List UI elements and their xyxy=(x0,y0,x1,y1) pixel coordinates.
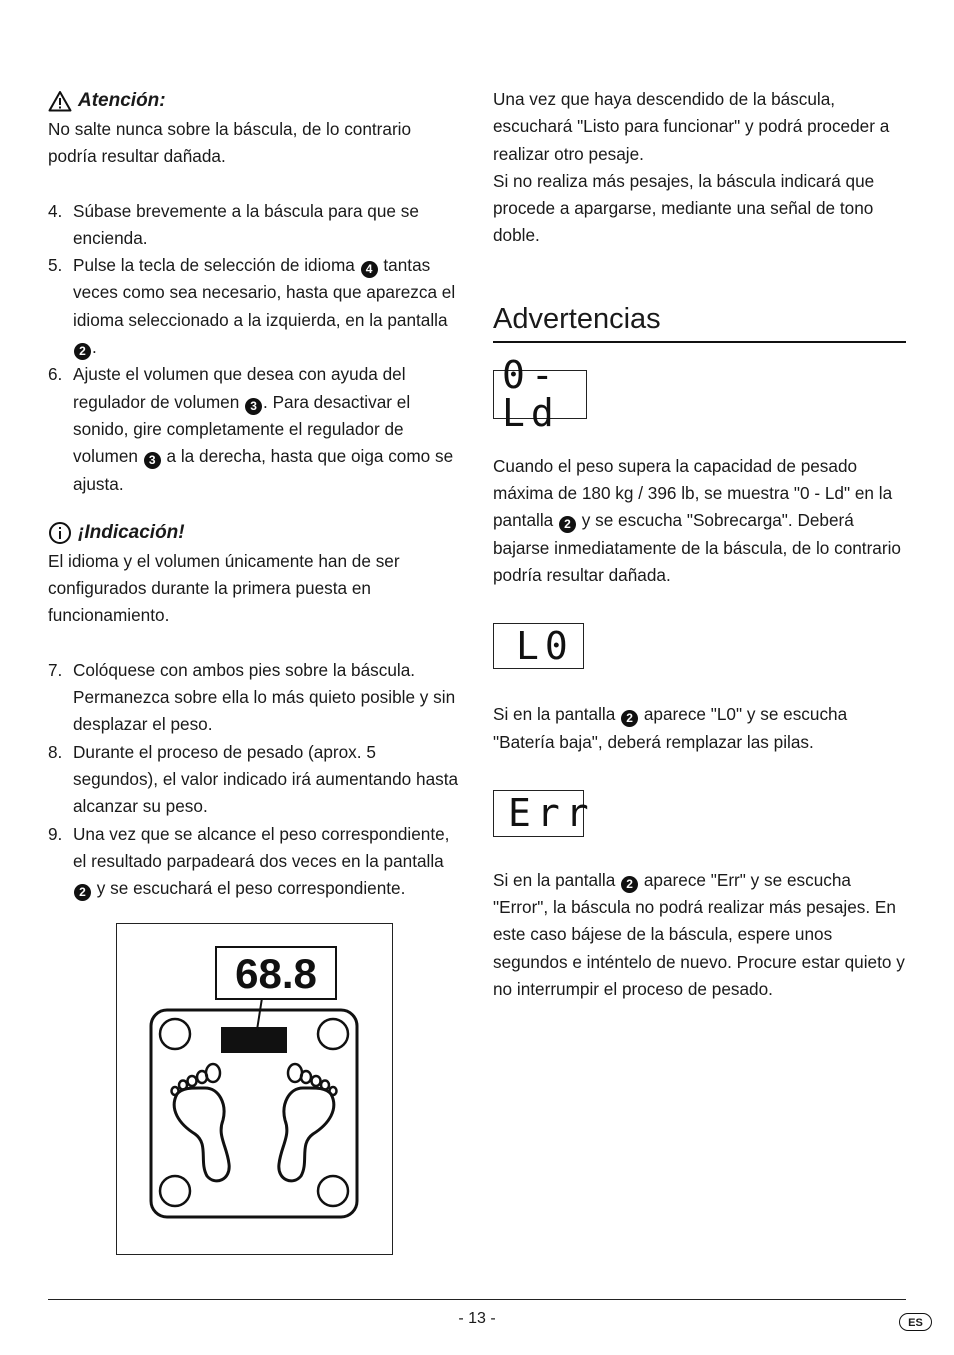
list-item: 7. Colóquese con ambos pies sobre la báscula. Permanezca sobre ella lo más quieto posible y sin desplazar el peso. xyxy=(48,659,456,735)
callout-number-icon: 3 xyxy=(245,398,262,415)
right-column xyxy=(493,86,906,1003)
list-item: 6. Ajuste el volumen que desea con ayuda del regulador de volumen 3 . Para desactivar el sonido, gire completamente el regulador de volumen 3 a la derecha, hasta que oiga como se ajusta. xyxy=(48,364,454,494)
steps-list-b xyxy=(48,657,460,903)
callout-number-icon: 2 xyxy=(559,516,576,533)
lcd-low-battery-display: L0 xyxy=(493,623,584,669)
info-circle-icon xyxy=(48,521,72,545)
callout-number-icon: 2 xyxy=(74,884,91,901)
footer-divider xyxy=(48,1299,906,1300)
callout-number-icon: 2 xyxy=(74,343,91,360)
attention-title: Atención: xyxy=(78,90,166,111)
warning-triangle-icon xyxy=(48,90,72,112)
left-column xyxy=(48,86,460,902)
callout-number-icon: 2 xyxy=(621,710,638,727)
warning-low-battery-text: Si en la pantalla 2 aparece "L0" y se escucha "Batería baja", deberá remplazar las pilas. xyxy=(493,704,848,752)
intro-text-1: Una vez que haya descendido de la báscula, escuchará "Listo para funcionar" y podrá proceder a realizar otro pesaje. xyxy=(493,89,890,164)
lcd-error-display: Err xyxy=(493,790,584,837)
language-badge: ES xyxy=(899,1313,932,1331)
section-heading: Advertencias xyxy=(493,301,906,343)
figure-weight-value: 68.8 xyxy=(235,950,317,997)
callout-number-icon: 4 xyxy=(361,261,378,278)
attention-heading xyxy=(48,86,460,116)
note-heading xyxy=(48,518,460,548)
list-item: 8. Durante el proceso de pesado (aprox. 5 segundos), el valor indicado irá aumentando hasta alcanzar su peso. xyxy=(48,741,459,817)
intro-text-2: Si no realiza más pesajes, la báscula indicará que procede a apargarse, mediante una señal de tono doble. xyxy=(493,170,875,246)
callout-number-icon: 2 xyxy=(621,876,638,893)
list-item: 9. Una vez que se alcance el peso correspondiente, el resultado parpadeará dos veces en la pantalla 2 y se escuchará el peso correspondiente. xyxy=(48,823,450,900)
page-number: - 13 - xyxy=(458,1310,496,1327)
warning-overload-text: Cuando el peso supera la capacidad de pesado máxima de 180 kg / 396 lb, se muestra "0 - Ld" en la pantalla 2 y se escucha "Sobrecarga". Deberá bajarse inmediatamente de la báscula, de lo contrario podría resultar dañada. xyxy=(493,455,901,585)
list-item: 4. Súbase brevemente a la báscula para que se encienda. xyxy=(48,200,419,248)
callout-number-icon: 3 xyxy=(144,452,161,469)
lcd-overload-display: 0-Ld xyxy=(493,370,587,419)
steps-list-a xyxy=(48,198,460,498)
scale-illustration xyxy=(116,923,393,1255)
note-text: El idioma y el volumen únicamente han de ser configurados durante la primera puesta en funcionamiento. xyxy=(48,550,400,626)
list-item: 5. Pulse la tecla de selección de idioma 4 tantas veces como sea necesario, hasta que aparezca el idioma seleccionado a la izquierda, en la pantalla 2 . xyxy=(48,255,456,359)
attention-text: No salte nunca sobre la báscula, de lo contrario podría resultar dañada. xyxy=(48,119,412,167)
warning-error-text: Si en la pantalla 2 aparece "Err" y se escucha "Error", la báscula no podrá realizar más pesajes. En este caso bájese de la báscula, espere unos segundos e inténtelo de nuevo. Procure estar quieto y no interrumpir el proceso de pesado. xyxy=(493,869,905,1000)
note-title: ¡Indicación! xyxy=(78,521,185,543)
bathroom-scale-icon xyxy=(117,924,391,1253)
